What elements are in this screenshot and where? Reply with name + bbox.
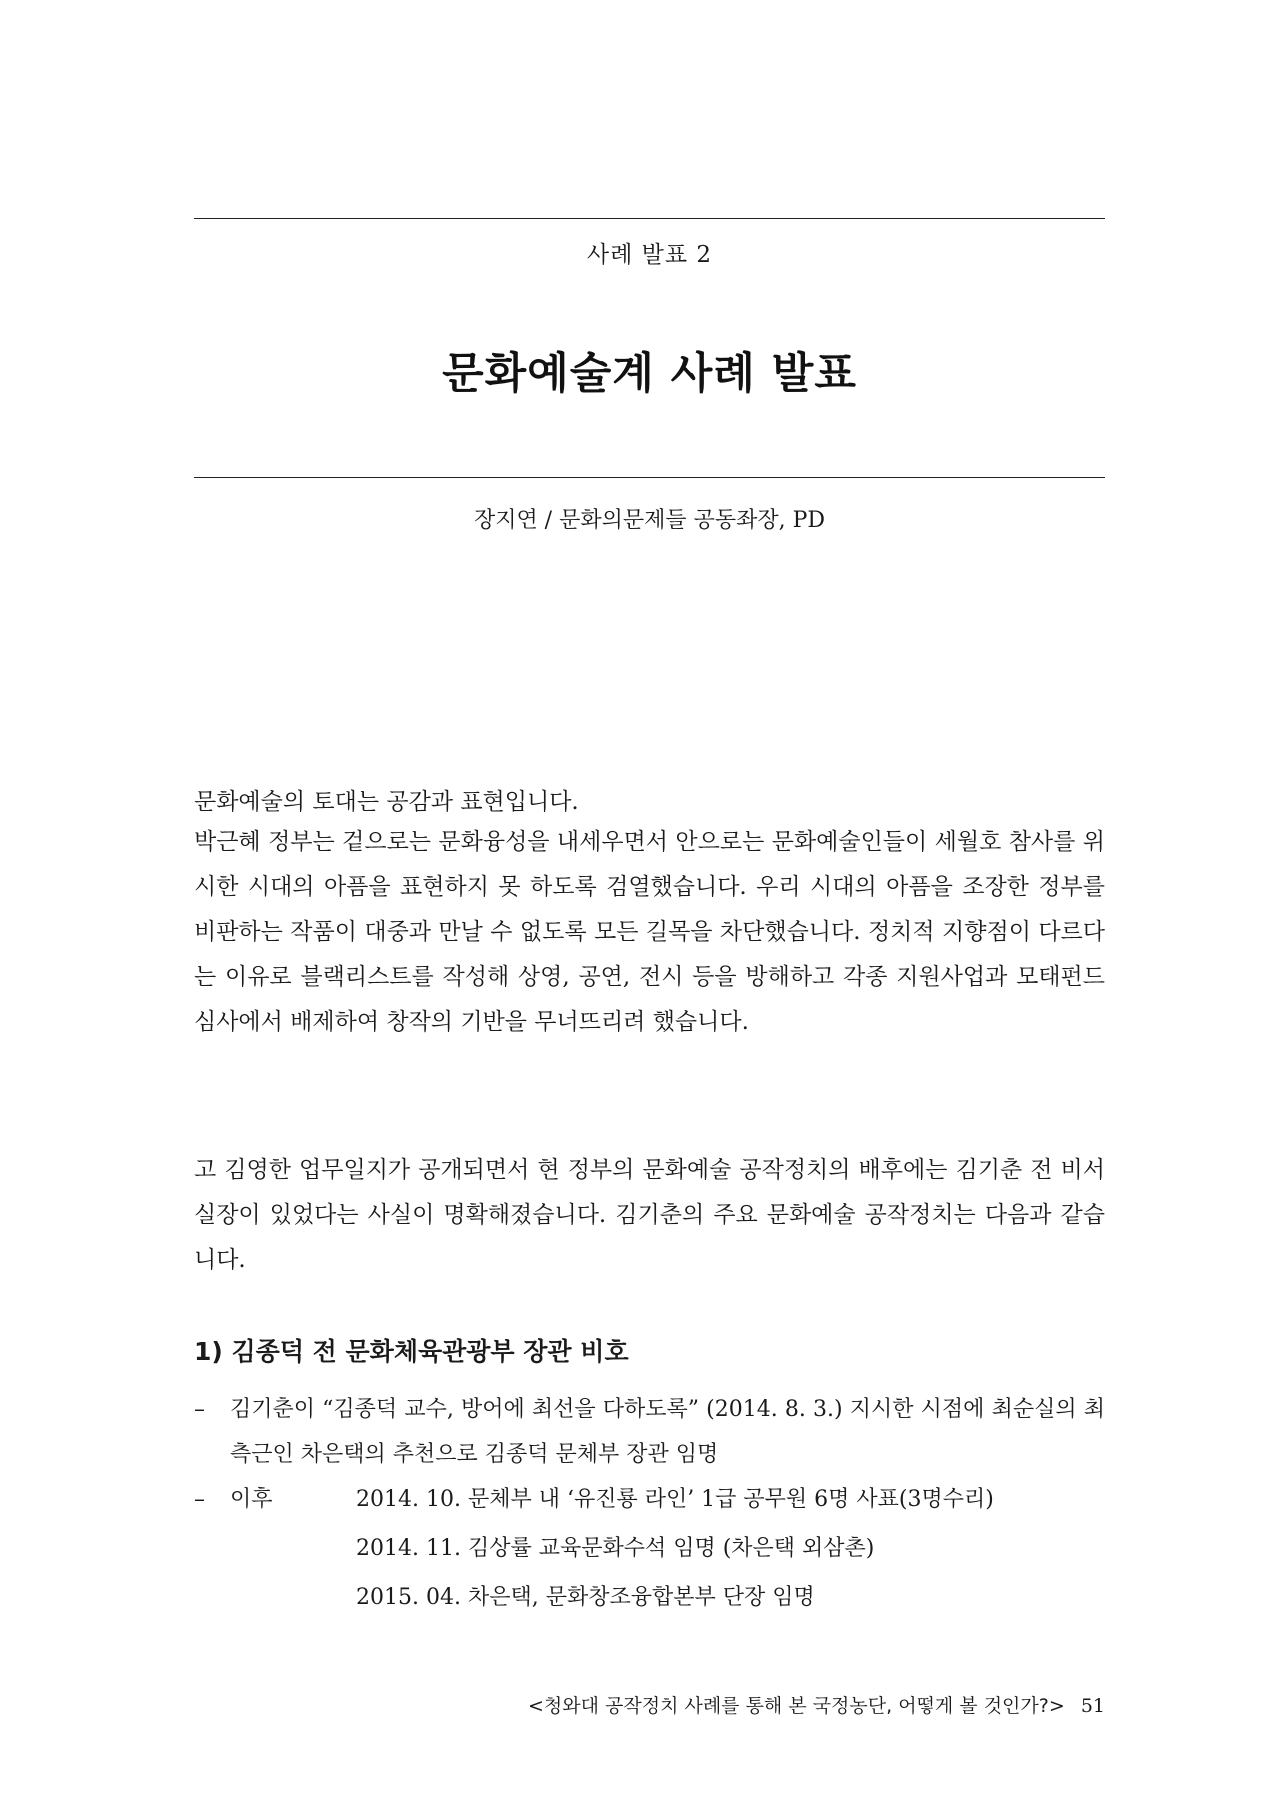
section-heading: 1) 김종덕 전 문화체육관광부 장관 비호	[194, 1337, 629, 1366]
bullet-dash: –	[194, 1487, 205, 1512]
bullet-dash: –	[194, 1397, 205, 1422]
page-title: 문화예술계 사례 발표	[442, 349, 857, 399]
footer-book-title: <청와대 공작정치 사례를 통해 본 국정농단, 어떻게 볼 것인가?>	[527, 1695, 1065, 1717]
timeline-event: 2014. 10. 문체부 내 ‘유진룡 라인’ 1급 공무원 6명 사표(3명수리)	[356, 1487, 994, 1512]
bullet-item-timeline	[194, 1477, 1105, 1624]
intro-paragraph: 문화예술의 토대는 공감과 표현입니다.	[194, 789, 579, 815]
timeline-label: 이후	[230, 1487, 273, 1512]
page-footer	[528, 1691, 1105, 1718]
top-divider	[194, 218, 1105, 219]
session-label: 사례 발표 2	[586, 242, 713, 268]
timeline-event: 2014. 11. 김상률 교육문화수석 임명 (차은택 외삼촌)	[356, 1536, 875, 1561]
title-divider	[194, 477, 1105, 478]
bullet-item-appointment	[194, 1387, 1105, 1477]
timeline-event: 2015. 04. 차은택, 문화창조융합본부 단장 임명	[356, 1585, 815, 1610]
body-paragraph-censorship: 박근혜 정부는 겉으로는 문화융성을 내세우면서 안으로는 문화예술인들이 세월호 참사를 위시한 시대의 아픔을 표현하지 못 하도록 검열했습니다. 우리 시대의 아픔을 조장한 정부를 비판하는 작품이 대중과 만날 수 없도록 모든 길목을 차단했습니다. 정치적 지향점이 다르다는 이유로 블랙리스트를 작성해 상영, 공연, 전시 등을 방해하고 각종 지원사업과 모태펀드 심사에서 배제하여 창작의 기반을 무너뜨리려 했습니다.	[194, 829, 1105, 1035]
body-paragraph-kimkichun: 고 김영한 업무일지가 공개되면서 현 정부의 문화예술 공작정치의 배후에는 김기춘 전 비서실장이 있었다는 사실이 명확해졌습니다. 김기춘의 주요 문화예술 공작정치는 다음과 같습니다.	[194, 1157, 1105, 1273]
page-number: 51	[1080, 1695, 1105, 1717]
timeline-events	[356, 1477, 1105, 1624]
bullet-text: 김기춘이 “김종덕 교수, 방어에 최선을 다하도록” (2014. 8. 3.) 지시한 시점에 최순실의 최측근인 차은택의 추천으로 김종덕 문체부 장관 임명	[230, 1397, 1105, 1467]
author-line: 장지연 / 문화의문제들 공동좌장, PD	[473, 508, 826, 533]
